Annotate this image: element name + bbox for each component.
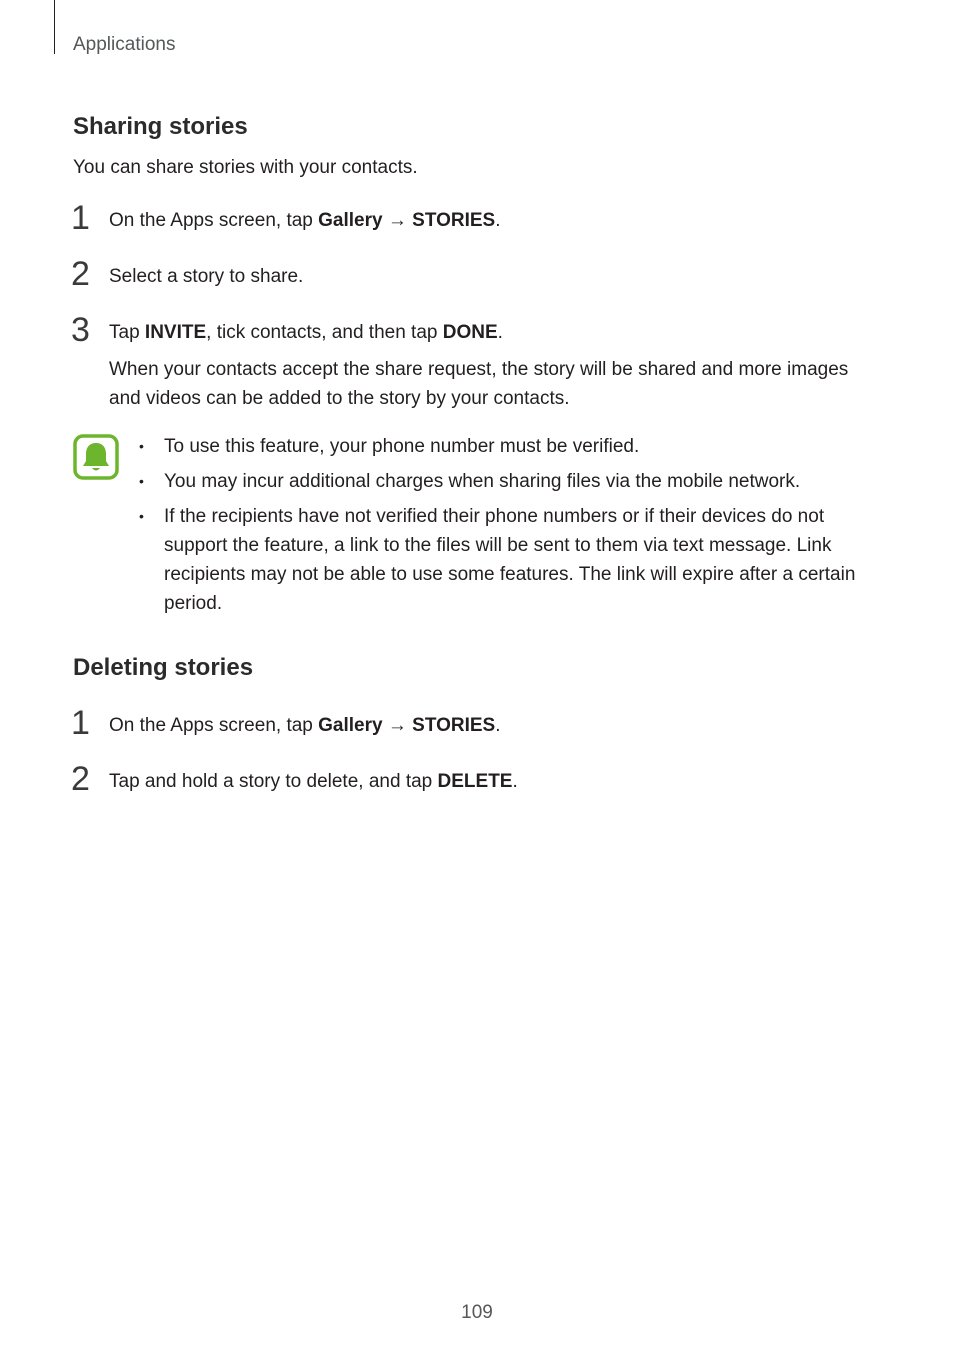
text-run: → (382, 715, 413, 736)
text-run: . (495, 210, 501, 231)
notification-bell-icon (73, 434, 119, 480)
step-text (109, 322, 503, 343)
step (71, 311, 883, 413)
text-run: On the Apps screen, tap (109, 210, 319, 231)
step (71, 760, 883, 798)
deleting-step-2 (71, 760, 883, 798)
ui-term: STORIES (412, 210, 496, 231)
text-run: , tick contacts, and then tap (206, 322, 443, 343)
text-run: On the Apps screen, tap (109, 715, 319, 736)
step-number: 2 (71, 760, 90, 798)
ui-term: DONE (442, 322, 498, 343)
section-intro: You can share stories with your contacts. (73, 157, 418, 178)
ui-term: Gallery (318, 715, 383, 736)
step (71, 199, 883, 237)
note-item: • If the recipients have not verified their phone numbers or if their devices do not support the feature, a link to the files will be sent to them via text message. Link recipients may not be able to use some features. The link will expire after a certain period. (139, 506, 856, 614)
text-run: . (495, 715, 501, 736)
text-run: → (382, 210, 413, 231)
step-number: 1 (71, 199, 90, 237)
sharing-step-1 (71, 199, 883, 237)
note-list (137, 432, 883, 624)
section-title: Sharing stories (73, 113, 248, 140)
text-run: Tap and hold a story to delete, and tap (109, 771, 438, 792)
section-sharing-stories (73, 112, 883, 182)
step-number: 3 (71, 311, 90, 349)
running-header: Applications (73, 34, 176, 55)
page-number: 109 (461, 1302, 493, 1323)
note-item: • To use this feature, your phone number must be verified. (139, 436, 640, 457)
header-divider (54, 0, 55, 54)
step-text (109, 210, 500, 231)
text-run: Select a story to share. (109, 266, 304, 287)
step-number: 2 (71, 255, 90, 293)
sharing-step-2 (71, 255, 883, 293)
step-text (109, 715, 500, 736)
step (71, 704, 883, 742)
ui-term: DELETE (437, 771, 513, 792)
sharing-step-3 (71, 311, 883, 413)
step-text (109, 266, 303, 287)
ui-term: Gallery (318, 210, 383, 231)
step-number: 1 (71, 704, 90, 742)
section-title: Deleting stories (73, 654, 254, 681)
ui-term: INVITE (144, 322, 207, 343)
deleting-step-1 (71, 704, 883, 742)
step (71, 255, 883, 293)
text-run: Tap (109, 322, 145, 343)
note-item: • You may incur additional charges when sharing files via the mobile network. (139, 471, 801, 492)
step-text (109, 771, 518, 792)
section-deleting-stories (73, 653, 883, 683)
step-note: When your contacts accept the share request, the story will be shared and more images and videos can be added to the story by your contacts. (109, 359, 849, 409)
ui-term: STORIES (412, 715, 496, 736)
text-run: . (512, 771, 518, 792)
text-run: . (497, 322, 503, 343)
